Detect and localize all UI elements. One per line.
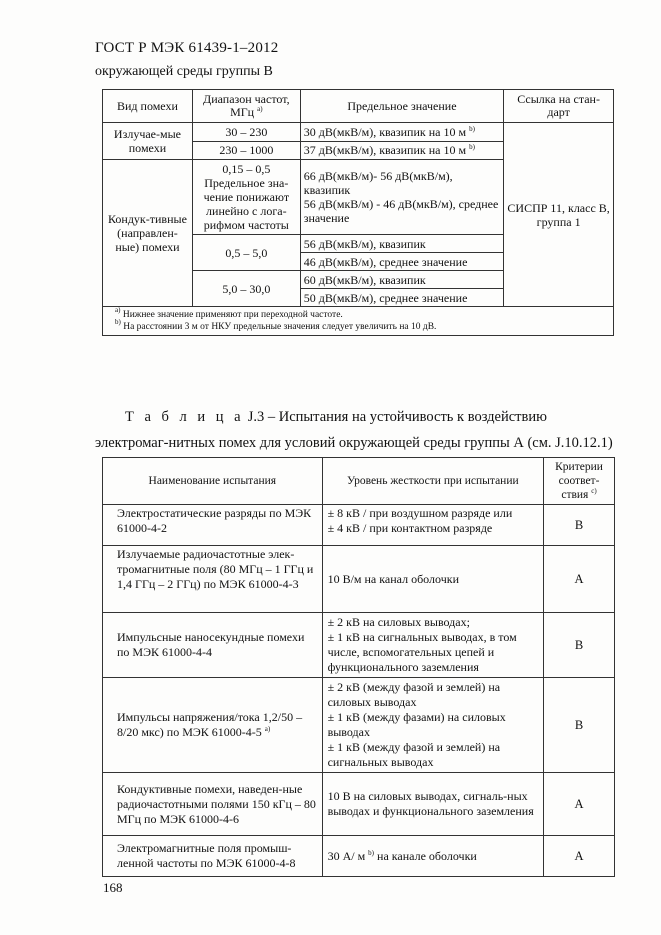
document-header: ГОСТ Р МЭК 61439-1–2012 <box>95 40 279 56</box>
criteria-value: В <box>544 505 615 546</box>
limit-cell: 56 дВ(мкВ/м), квазипик <box>300 235 503 253</box>
criteria-value: А <box>544 773 615 836</box>
footnote-b: $^{b)}$ На расстоянии 3 м от НКУ предельные значения следует увеличить на 10 дВ. <box>115 318 437 332</box>
criteria-value: А <box>544 546 615 613</box>
table-row <box>103 836 615 877</box>
footnote-a: $^{a)}$ Нижнее значение применяют при переходной частоте. <box>115 306 343 320</box>
col-header-range: Диапазон частот, МГц $^{a)}$ <box>192 90 300 123</box>
severity-level: 30 А/ м $^{b)}$ на канале оболочки <box>322 836 543 877</box>
table-row <box>103 773 615 836</box>
limit-cell: 60 дВ(мкВ/м), квазипик <box>300 271 503 289</box>
page-number: 168 <box>103 880 123 895</box>
test-name: Импульсы напряжения/тока 1,2/50 ‒ 8/20 мкс) по МЭК 61000-4-5 $^{a)}$ <box>103 678 323 773</box>
range-cell: 230 ‒ 1000 <box>192 141 300 160</box>
criteria-value: В <box>544 678 615 773</box>
severity-level: ± 8 кВ / при воздушном разряде или ± 4 кВ / при контактном разряде <box>322 505 543 546</box>
range-cell: 0,15 ‒ 0,5 Предельное зна-чение понижают линейно с лога-рифмом частоты <box>192 160 300 235</box>
limit-cell: 66 дВ(мкВ/м)- 56 дВ(мкВ/м), квазипик 56 дВ(мкВ/м) - 46 дВ(мкВ/м), среднее значение <box>300 160 503 235</box>
test-name: Электростатические разряды по МЭК 61000-4-2 <box>103 505 323 546</box>
table-row <box>103 546 615 613</box>
table-j3-title: Т а б л и ц а J.3 – Испытания на устойчивость к воздействию электромаг-нитных помех для условий окружающей среды группы А (см. J.10.12.1) <box>95 409 613 451</box>
table-row <box>103 678 615 773</box>
test-name: Импульсные наносекундные помехи по МЭК 61000-4-4 <box>103 613 323 678</box>
severity-level: 10 В на силовых выводах, сигналь-ных выводах и функционального заземления <box>322 773 543 836</box>
col-header-reference: Ссылка на стан-дарт <box>504 90 614 123</box>
col-header-severity: Уровень жесткости при испытании <box>322 458 543 505</box>
emission-limits-table <box>102 89 614 336</box>
severity-level: ± 2 кВ (между фазой и землей) на силовых выводах ± 1 кВ (между фазами) на силовых выводах ± 1 кВ (между фазой и землей) на сигнальных выводах <box>322 678 543 773</box>
limit-cell: 30 дВ(мкВ/м), квазипик на 10 м $^{b)}$ <box>300 123 503 142</box>
range-cell: 0,5 ‒ 5,0 <box>192 235 300 271</box>
criteria-value: А <box>544 836 615 877</box>
table-row <box>103 613 615 678</box>
range-cell: 30 ‒ 230 <box>192 123 300 142</box>
criteria-value: В <box>544 613 615 678</box>
limit-cell: 46 дВ(мкВ/м), среднее значение <box>300 253 503 271</box>
test-name: Электромагнитные поля промыш-ленной частоты по МЭК 61000-4-8 <box>103 836 323 877</box>
immunity-tests-table <box>102 457 615 877</box>
limit-cell: 50 дВ(мкВ/м), среднее значение <box>300 289 503 307</box>
col-header-criteria: Критерии соответ-ствия $^{c)}$ <box>544 458 615 505</box>
limit-cell: 37 дВ(мкВ/м), квазипик на 10 м $^{b)}$ <box>300 141 503 160</box>
severity-level: 10 В/м на канал оболочки <box>322 546 543 613</box>
table-footnotes <box>103 307 614 336</box>
conducted-emission-label: Кондук-тивные (направлен-ные) помехи <box>103 160 193 307</box>
test-name: Кондуктивные помехи, наведен-ные радиочастотными полями 150 кГц ‒ 80 МГц по МЭК 61000-4-6 <box>103 773 323 836</box>
table-row <box>103 505 615 546</box>
radiated-emission-label: Излучае-мые помехи <box>103 123 193 160</box>
range-cell: 5,0 ‒ 30,0 <box>192 271 300 307</box>
reference-standard-cell: СИСПР 11, класс В, группа 1 <box>504 123 614 307</box>
severity-level: ± 2 кВ на силовых выводах; ± 1 кВ на сигнальных выводах, в том числе, вспомогательных цепей и функционального заземления <box>322 613 543 678</box>
table-continuation-caption: окружающей среды группы В <box>95 64 273 79</box>
col-header-type: Вид помехи <box>103 90 193 123</box>
col-header-test-name: Наименование испытания <box>103 458 323 505</box>
test-name: Излучаемые радиочастотные элек-тромагнитные поля (80 МГц ‒ 1 ГГц и 1,4 ГГц ‒ 2 ГГц) по МЭК 61000-4-3 <box>103 546 323 613</box>
col-header-limit: Предельное значение <box>300 90 503 123</box>
